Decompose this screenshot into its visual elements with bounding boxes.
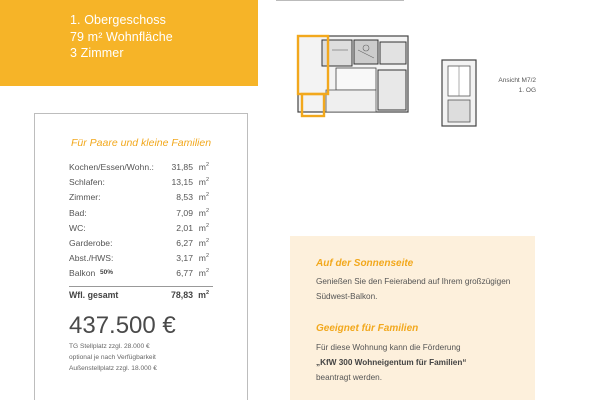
area-row-unit: $m^2$ (198, 207, 209, 218)
area-row (69, 208, 209, 223)
kfw-program-name: „KfW 300 Wohneigentum für Familien“ (316, 358, 467, 367)
floor-plan-image (292, 30, 414, 122)
total-row (69, 290, 209, 304)
outdoor-parking-note: Außenstellplatz zzgl. 18.000 € (69, 365, 157, 372)
availability-note: optional je nach Verfügbarkeit (69, 354, 156, 361)
area-row-value: 7,09 (176, 207, 193, 218)
elevation-caption-line2: 1. OG (518, 87, 536, 94)
rooms-label: 3 Zimmer (70, 46, 124, 60)
area-row-label: Zimmer: (69, 192, 101, 203)
area-row-value: 8,53 (176, 192, 193, 203)
area-row-value: 6,77 (176, 268, 193, 279)
area-row-value: 3,17 (176, 253, 193, 264)
card-title: Für Paare und kleine Familien (71, 137, 212, 149)
area-row-unit: $m^2$ (198, 162, 209, 172)
area-row (69, 192, 209, 207)
apartment-banner (0, 0, 258, 86)
floor-label: 1. Obergeschoss (70, 13, 166, 27)
area-row-label: Abst./HWS: (69, 253, 114, 264)
area-row (69, 177, 209, 192)
area-row-label: WC: (69, 222, 86, 233)
area-row (69, 162, 209, 177)
area-row-label: Balkon (69, 268, 96, 279)
feature-text-sun: Genießen Sie den Feierabend auf Ihrem großzügigen Südwest-Balkon. (316, 277, 511, 301)
area-list (69, 162, 209, 284)
area-row-unit: $m^2$ (198, 237, 209, 248)
area-row (69, 238, 209, 253)
area-row-unit: $m^2$ (198, 192, 209, 203)
area-row (69, 268, 209, 283)
balcony-percent: 50% (100, 269, 114, 277)
area-row (69, 223, 209, 238)
area-row-label: Kochen/Essen/Wohn.: (69, 162, 154, 172)
area-row-unit: $m^2$ (198, 253, 209, 264)
area-row-unit: $m^2$ (198, 222, 209, 233)
area-row-unit: $m^2$ (198, 268, 209, 279)
elevation-caption (486, 76, 536, 96)
elevation-caption-line1: Ansicht M7/2 (498, 77, 536, 84)
total-label: Wfl. gesamt (69, 290, 119, 300)
plan-edge-line (276, 0, 404, 4)
features-box (290, 236, 535, 400)
area-row-value: 6,27 (176, 237, 193, 248)
area-row-label: Bad: (69, 207, 87, 218)
living-area-label: 79 m² Wohnfläche (70, 30, 173, 44)
feature-text-family: Für diese Wohnung kann die Förderung „KfW 300 Wohneigentum für Familien“ beantragt werden. (316, 343, 467, 382)
building-elevation-image (440, 58, 478, 128)
area-row-unit: $m^2$ (198, 177, 209, 188)
area-row-value: 13,15 (171, 177, 193, 188)
total-unit: $m^2$ (198, 290, 209, 300)
total-divider (69, 286, 213, 287)
parking-note: TG Stellplatz zzgl. 28.000 € (69, 343, 150, 350)
area-row-value: 31,85 (171, 162, 193, 172)
area-row-value: 2,01 (176, 222, 193, 233)
area-card (34, 113, 248, 400)
total-value: 78,83 (170, 290, 193, 300)
area-row (69, 253, 209, 268)
feature-heading-sun: Auf der Sonnenseite (316, 258, 414, 269)
price: 437.500 € (69, 312, 176, 339)
area-row-label: Garderobe: (69, 237, 113, 248)
area-row-label: Schlafen: (69, 177, 105, 188)
feature-heading-family: Geeignet für Familien (316, 323, 419, 334)
